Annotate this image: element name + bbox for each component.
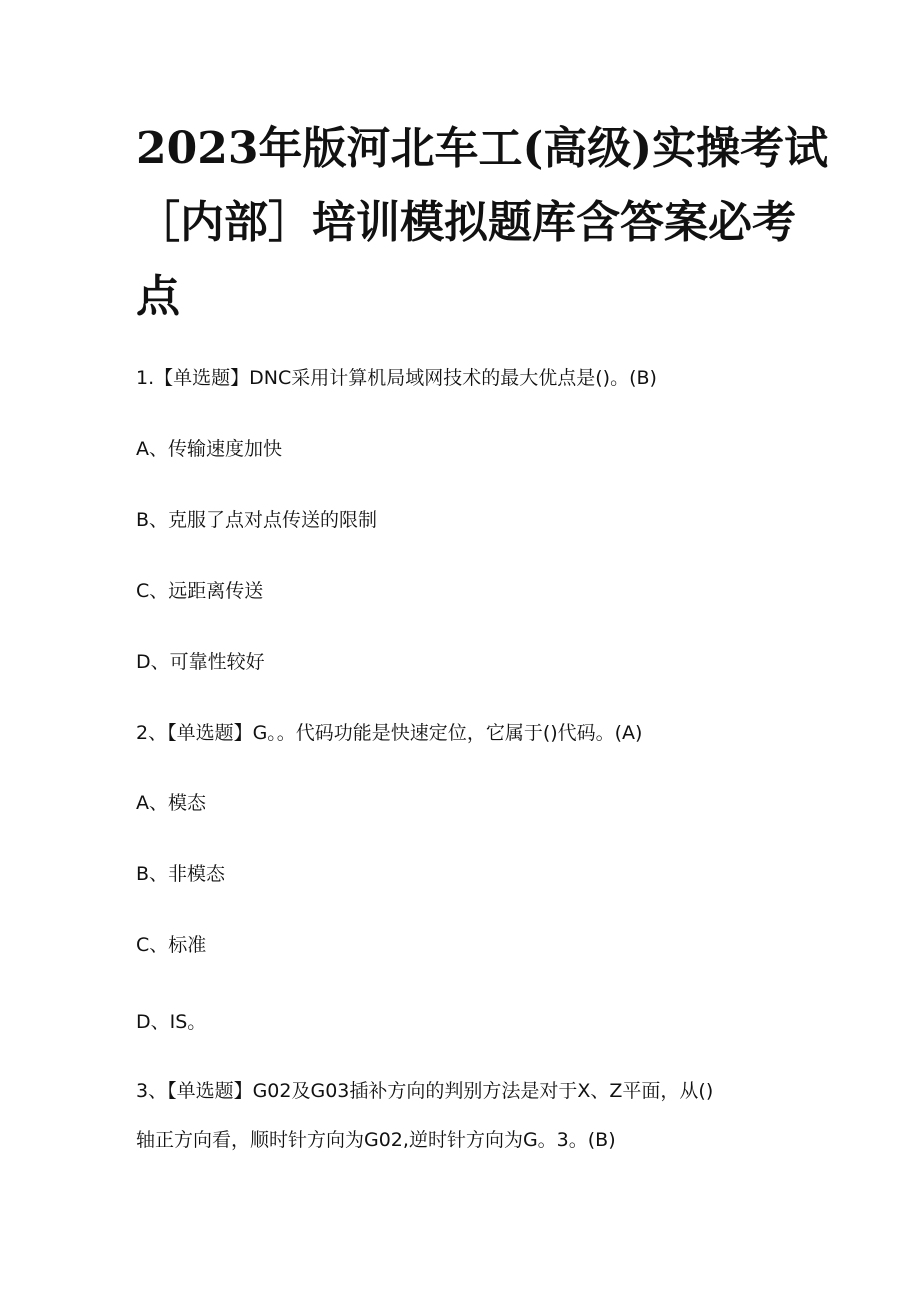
question-1-option-c: C、远距离传送 [136, 580, 264, 602]
question-1-option-d: D、可靠性较好 [136, 651, 265, 673]
question-3-stem-line-2: 轴正方向看，顺时针方向为G02,逆时针方向为G。3。(B) [136, 1129, 616, 1151]
question-2-option-c: C、标准 [136, 934, 207, 956]
question-1-option-a: A、传输速度加快 [136, 438, 282, 460]
question-2-option-a: A、模态 [136, 792, 206, 814]
question-3-stem-line-1: 3、【单选题】G02及G03插补方向的判别方法是对于X、Z平面，从() [136, 1080, 714, 1102]
question-1-stem: 1.【单选题】DNC采用计算机局域网技术的最大优点是()。(B) [136, 367, 657, 389]
title-line-1: 2023年版河北车工(高级)实操考试 [136, 123, 829, 174]
question-2-option-b: B、非模态 [136, 863, 226, 885]
title-line-3: 点 [136, 271, 180, 322]
question-1-option-b: B、克服了点对点传送的限制 [136, 509, 378, 531]
question-2-stem: 2、【单选题】G。。代码功能是快速定位，它属于()代码。(A) [136, 722, 643, 744]
document-title [136, 112, 829, 334]
question-2-option-d: D、IS。 [136, 1011, 207, 1033]
title-line-2: ［内部］培训模拟题库含答案必考 [136, 197, 796, 248]
